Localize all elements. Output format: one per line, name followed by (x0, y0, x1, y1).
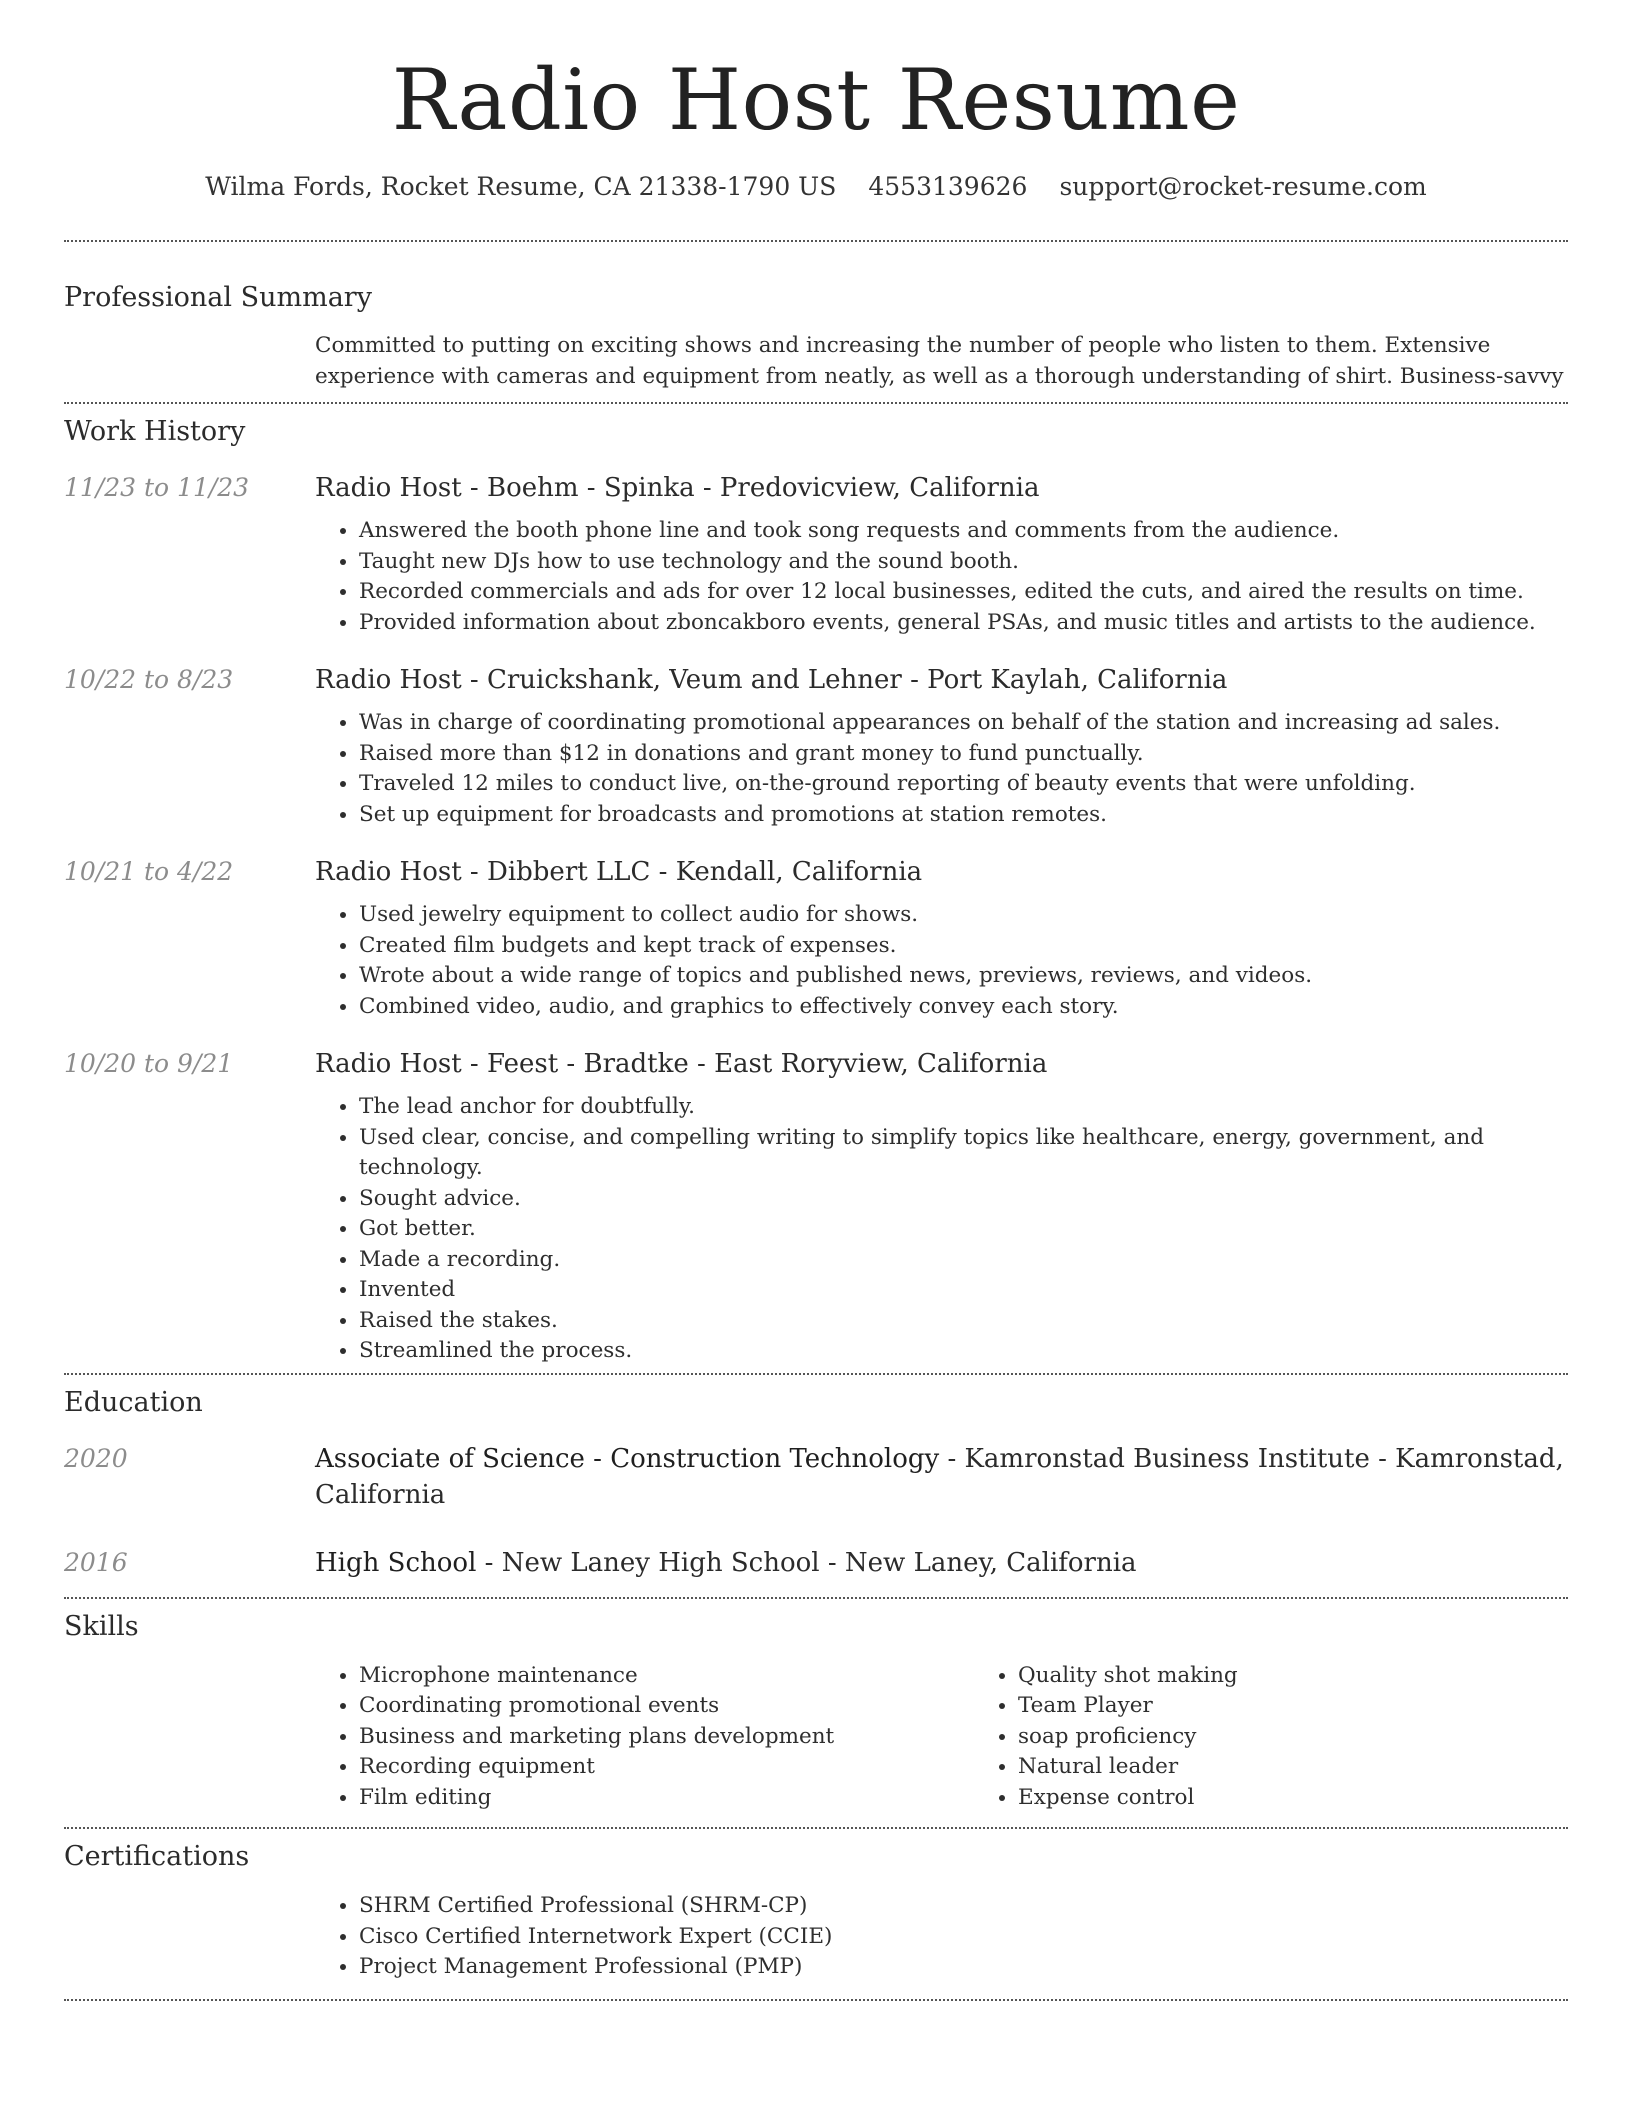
certification-item: • Cisco Certified Internetwork Expert (CCIE) (359, 1922, 1568, 1953)
job-dates: 10/22 to 8/23 (64, 665, 234, 694)
contact-phone: 4553139626 (868, 172, 1028, 201)
job-entry (64, 854, 1568, 1022)
job-title: Radio Host - Cruickshank, Veum and Lehner - Port Kaylah, California (315, 665, 1228, 695)
education-school: - Kamronstad Business Institute - Kamronstad, California (315, 1443, 1564, 1510)
certifications-list (315, 1891, 1568, 1983)
job-dates: 10/20 to 9/21 (64, 1049, 234, 1078)
education-degree: High School (315, 1547, 477, 1578)
list-item: • Got better. (359, 1214, 1568, 1245)
list-item: • Wrote about a wide range of topics and published news, previews, reviews, and videos. (359, 961, 1568, 992)
job-bullets (315, 708, 1568, 830)
section-divider (64, 402, 1568, 404)
list-item: • Used jewelry equipment to collect audio for shows. (359, 900, 1568, 931)
skill-item: • Expense control (1018, 1783, 1632, 1814)
section-divider (64, 1597, 1568, 1599)
education-heading: Education (64, 1386, 203, 1418)
work-history-section (64, 414, 1568, 1367)
list-item: • Streamlined the process. (359, 1336, 1568, 1367)
list-item: • Traveled 12 miles to conduct live, on-the-ground reporting of beauty events that were unfolding. (359, 769, 1568, 800)
list-item: • Provided information about zboncakboro events, general PSAs, and music titles and artists to the audience. (359, 608, 1568, 639)
list-item: • Made a recording. (359, 1245, 1568, 1276)
list-item: • Sought advice. (359, 1184, 1568, 1215)
education-entry (64, 1441, 1568, 1513)
contact-line (64, 170, 1568, 204)
summary-text: Committed to putting on exciting shows and increasing the number of people who listen to them. Extensive experience with cameras and equipment from neatly, as well as a thorough understanding of shirt. Business-savvy (315, 333, 1564, 389)
skills-list-left (315, 1661, 974, 1814)
skill-item: • Microphone maintenance (359, 1661, 974, 1692)
list-item: • Recorded commercials and ads for over 12 local businesses, edited the cuts, and aired the results on time. (359, 577, 1568, 608)
skill-item: • Film editing (359, 1783, 974, 1814)
list-item: • The lead anchor for doubtfully. (359, 1092, 1568, 1123)
job-entry (64, 662, 1568, 830)
list-item: • Created film budgets and kept track of expenses. (359, 931, 1568, 962)
list-item: • Used clear, concise, and compelling writing to simplify topics like healthcare, energy, government, and technology. (359, 1123, 1568, 1184)
list-item: • Taught new DJs how to use technology and the sound booth. (359, 547, 1568, 578)
skill-item: • soap proficiency (1018, 1722, 1632, 1753)
job-entry (64, 1046, 1568, 1367)
work-history-heading: Work History (64, 416, 246, 447)
section-divider (64, 1373, 1568, 1375)
education-year: 2016 (64, 1547, 128, 1577)
certifications-section (64, 1839, 1568, 1983)
section-divider (64, 1999, 1568, 2001)
skill-item: • Natural leader (1018, 1752, 1632, 1783)
certification-item: • SHRM Certified Professional (SHRM-CP) (359, 1891, 1568, 1922)
job-title: Radio Host - Boehm - Spinka - Predovicview, California (315, 473, 1040, 503)
skill-item: • Coordinating promotional events (359, 1691, 974, 1722)
skill-item: • Quality shot making (1018, 1661, 1632, 1692)
job-dates: 10/21 to 4/22 (64, 857, 234, 886)
list-item: • Was in charge of coordinating promotional appearances on behalf of the station and increasing ad sales. (359, 708, 1568, 739)
resume-page (64, 0, 1568, 2001)
list-item: • Answered the booth phone line and took song requests and comments from the audience. (359, 516, 1568, 547)
education-entry (64, 1545, 1568, 1581)
skill-item: • Recording equipment (359, 1752, 974, 1783)
certifications-heading: Certifications (64, 1841, 250, 1872)
education-year: 2020 (64, 1443, 128, 1473)
skills-section (64, 1609, 1568, 1814)
job-dates: 11/23 to 11/23 (64, 473, 250, 502)
job-title: Radio Host - Dibbert LLC - Kendall, California (315, 857, 923, 887)
education-school: - New Laney High School - New Laney, California (476, 1547, 1137, 1578)
list-item: • Set up equipment for broadcasts and promotions at station remotes. (359, 800, 1568, 831)
job-title: Radio Host - Feest - Bradtke - East Roryview, California (315, 1049, 1048, 1079)
list-item: • Invented (359, 1275, 1568, 1306)
skills-list-right (974, 1661, 1632, 1814)
job-bullets (315, 1092, 1568, 1367)
summary-heading: Professional Summary (64, 282, 372, 313)
education-degree: Associate of Science - Construction Technology (315, 1443, 940, 1474)
job-bullets (315, 900, 1568, 1022)
section-divider (64, 240, 1568, 242)
list-item: • Raised the stakes. (359, 1306, 1568, 1337)
list-item: • Combined video, audio, and graphics to effectively convey each story. (359, 992, 1568, 1023)
resume-title: Radio Host Resume (391, 51, 1241, 149)
skills-heading: Skills (64, 1610, 139, 1642)
job-bullets (315, 516, 1568, 638)
contact-email: support@rocket-resume.com (1059, 172, 1427, 201)
summary-section (64, 280, 1568, 392)
skill-item: • Team Player (1018, 1691, 1632, 1722)
contact-address: Wilma Fords, Rocket Resume, CA 21338-1790 US (205, 172, 837, 201)
certification-item: • Project Management Professional (PMP) (359, 1952, 1568, 1983)
skill-item: • Business and marketing plans development (359, 1722, 974, 1753)
list-item: • Raised more than $12 in donations and grant money to fund punctually. (359, 739, 1568, 770)
section-divider (64, 1827, 1568, 1829)
education-section (64, 1385, 1568, 1581)
job-entry (64, 470, 1568, 638)
